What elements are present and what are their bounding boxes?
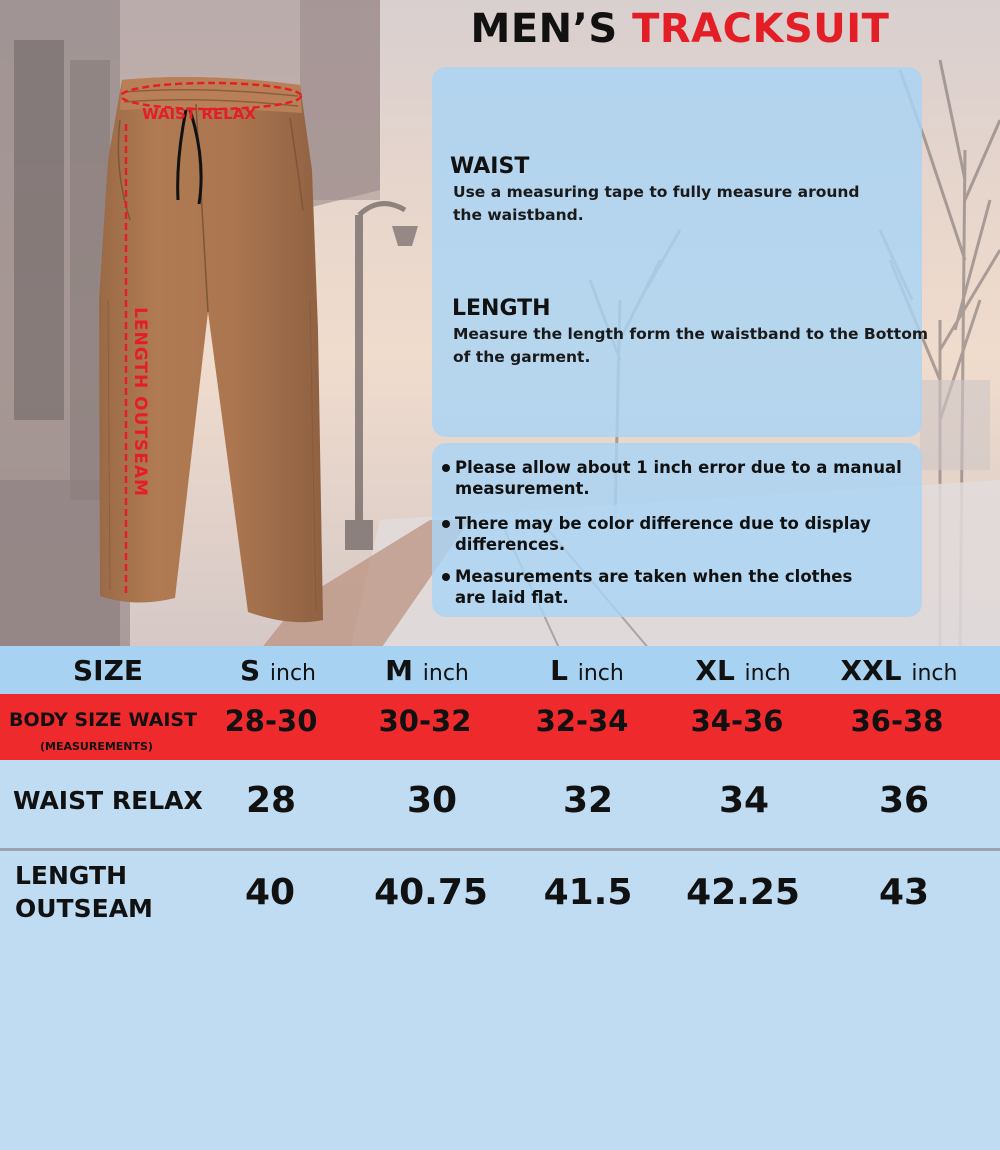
size-unit: inch	[744, 661, 791, 686]
body-size-label: BODY SIZE WAIST	[9, 709, 198, 731]
waist-relax-value: 36	[878, 780, 930, 821]
note-line: Measurements are taken when the clothes	[455, 567, 853, 586]
waist-relax-row-label: WAIST RELAX	[13, 786, 203, 815]
note-line: measurement.	[455, 479, 590, 498]
size-column-header: SIZE	[72, 654, 144, 687]
page-title	[430, 6, 930, 52]
title-accent: TRACKSUIT	[632, 6, 890, 52]
body-size-value: 30-32	[378, 704, 472, 738]
size-name: L	[550, 654, 568, 687]
bullet-icon	[442, 464, 450, 472]
waist-relax-value: 30	[406, 780, 458, 821]
body-size-value: 28-30	[224, 704, 318, 738]
note-line: differences.	[455, 535, 566, 554]
size-unit: inch	[269, 661, 317, 686]
length-text-line: Measure the length form the waistband to the Bottom	[453, 325, 928, 343]
note-line: Please allow about 1 inch error due to a manual	[455, 458, 902, 477]
bullet-icon	[442, 573, 450, 581]
length-value: 40.75	[374, 872, 488, 913]
length-value: 41.5	[543, 872, 633, 913]
length-value: 42.25	[686, 872, 800, 913]
length-row-label-line1: LENGTH	[15, 861, 127, 890]
body-size-value: 32-34	[535, 704, 629, 738]
size-header-s	[240, 654, 316, 687]
waist-instructions	[453, 181, 860, 227]
bullet-icon	[442, 520, 450, 528]
row-divider	[0, 848, 1000, 851]
waist-relax-value: 28	[245, 780, 297, 821]
length-value: 43	[878, 872, 930, 913]
length-heading: LENGTH	[452, 296, 551, 321]
size-table-body	[0, 760, 1000, 1150]
length-text-line: of the garment.	[453, 348, 591, 366]
note-item	[442, 513, 912, 555]
waist-text-line: Use a measuring tape to fully measure around	[453, 183, 860, 201]
size-unit: inch	[911, 661, 958, 686]
body-size-value: 34-36	[690, 704, 784, 738]
size-header-m	[385, 654, 469, 687]
size-unit: inch	[422, 661, 469, 686]
size-header-xxl	[841, 654, 958, 687]
waist-relax-value: 34	[718, 780, 770, 821]
waist-heading: WAIST	[450, 154, 530, 179]
title-main: MEN’S	[470, 6, 618, 52]
waist-text-line: the waistband.	[453, 206, 584, 224]
note-line: are laid flat.	[455, 588, 569, 607]
size-unit: inch	[577, 661, 624, 686]
size-name: XL	[695, 654, 735, 687]
note-item	[442, 566, 912, 608]
length-instructions	[453, 323, 928, 369]
note-item	[442, 457, 912, 499]
measure-guide-panel	[432, 67, 922, 437]
size-name: S	[239, 654, 261, 687]
length-value: 40	[244, 872, 296, 913]
length-outseam-label: LENGTH OUTSEAM	[130, 307, 150, 497]
length-row-label-line2: OUTSEAM	[15, 894, 153, 923]
note-line: There may be color difference due to display	[455, 514, 871, 533]
waist-relax-value: 32	[562, 780, 614, 821]
waist-relax-label: WAIST RELAX	[142, 105, 256, 123]
size-name: XXL	[840, 654, 902, 687]
size-header-l	[550, 654, 624, 687]
size-name: M	[385, 654, 414, 687]
body-size-sublabel: (MEASUREMENTS)	[40, 740, 153, 753]
size-header-xl	[695, 654, 790, 687]
body-size-value: 36-38	[850, 704, 944, 738]
